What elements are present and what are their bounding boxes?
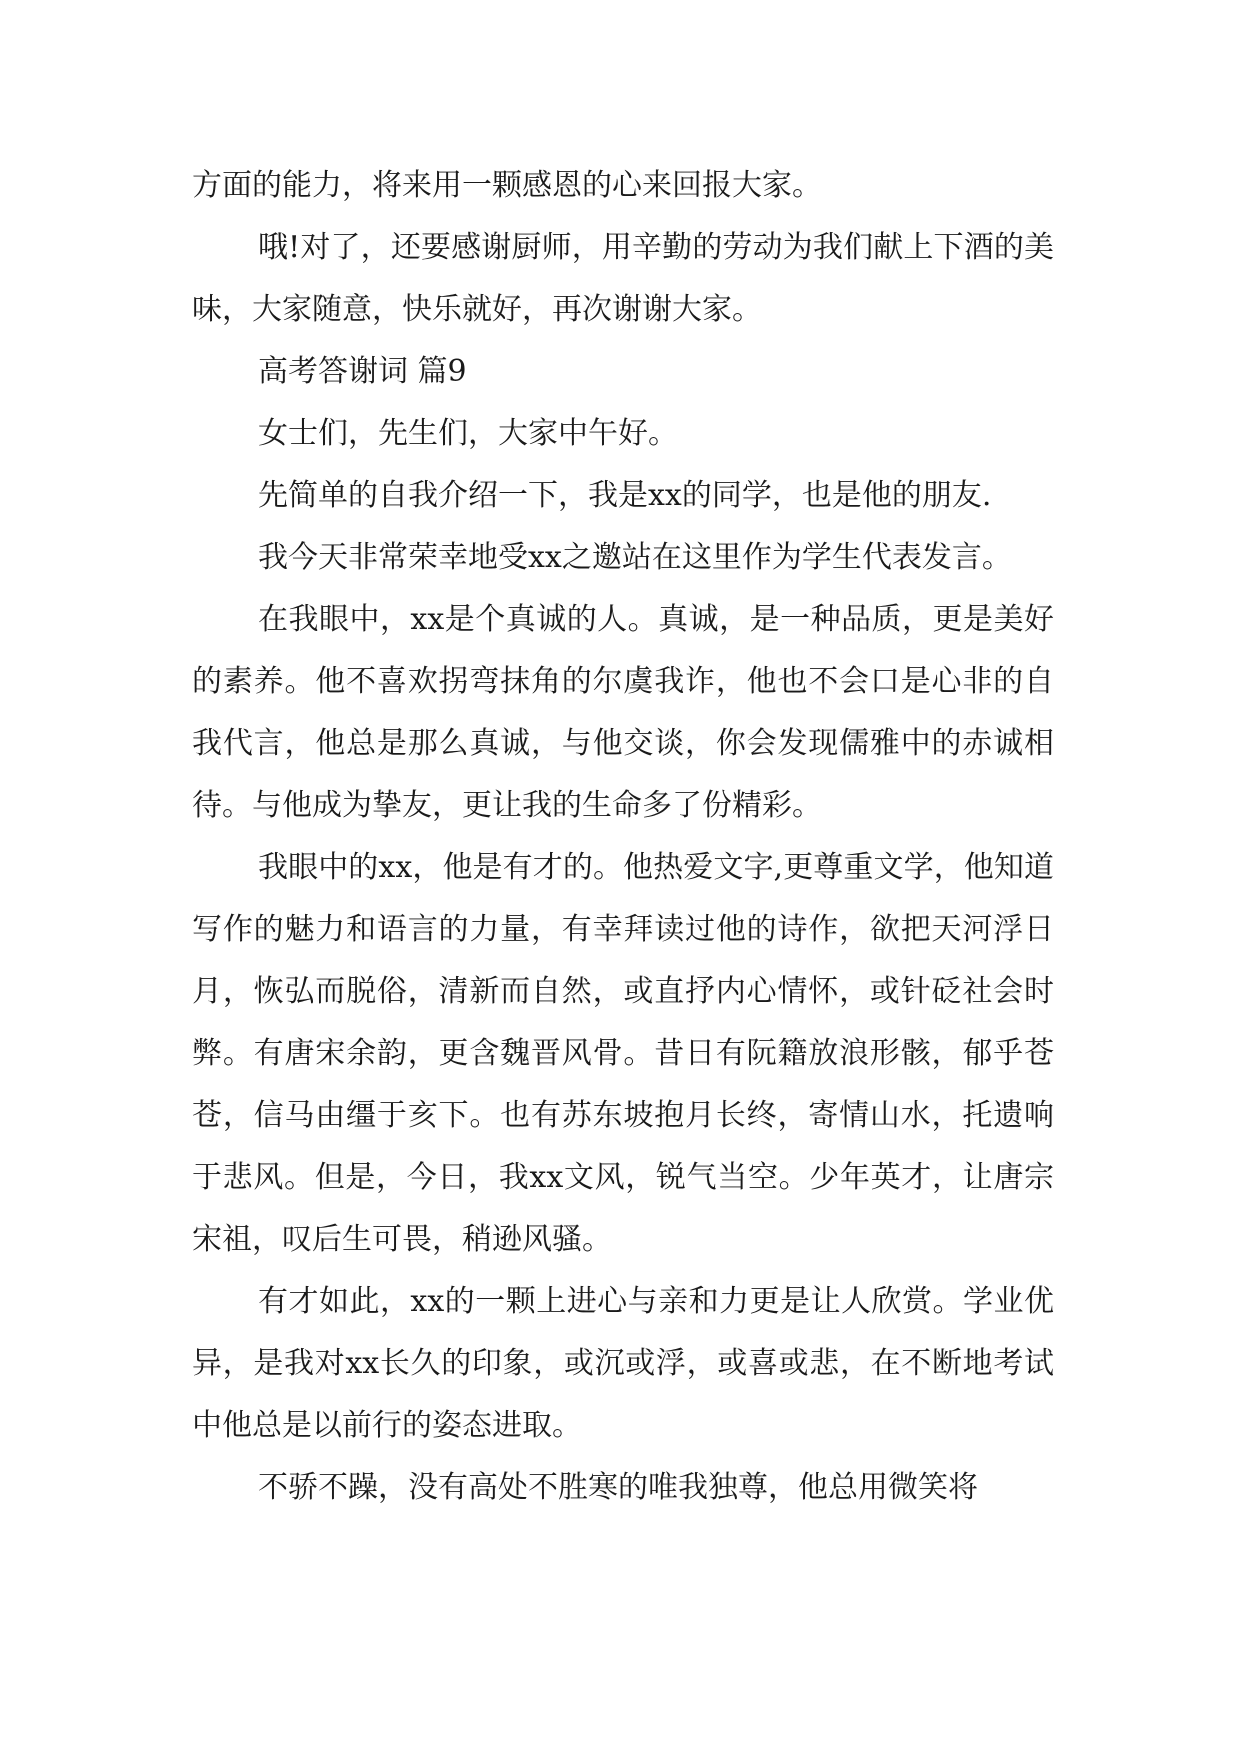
paragraph-sincerity: 在我眼中，xx是个真诚的人。真诚，是一种品质，更是美好的素养。他不喜欢拐弯抹角的尔虞我诈，他也不会口是心非的自我代言，他总是那么真诚，与他交谈，你会发现儒雅中的赤诚相待。与他成为挚友，更让我的生命多了份精彩。 [192, 602, 1054, 823]
document-body [192, 155, 1054, 1519]
paragraph-talent: 我眼中的xx，他是有才的。他热爱文字,更尊重文学，他知道写作的魅力和语言的力量，有幸拜读过他的诗作，欲把天河浮日月，恢弘而脱俗，清新而自然，或直抒内心情怀，或针砭社会时弊。有唐宋余韵，更含魏晋风骨。昔日有阮籍放浪形骸，郁乎苍苍，信马由缰于亥下。也有苏东坡抱月长终，寄情山水，托遗响于悲风。但是，今日，我xx文风，锐气当空。少年英才，让唐宗宋祖，叹后生可畏，稍逊风骚。 [192, 850, 1054, 1257]
paragraph-humility: 不骄不躁，没有高处不胜寒的唯我独尊，他总用微笑将 [258, 1470, 978, 1505]
paragraph-greeting: 女士们，先生们，大家中午好。 [258, 416, 678, 451]
paragraph-introduction: 先简单的自我介绍一下，我是xx的同学，也是他的朋友. [258, 478, 992, 513]
section-heading: 高考答谢词 篇9 [258, 354, 467, 389]
paragraph-1: 方面的能力，将来用一颗感恩的心来回报大家。 [192, 168, 822, 203]
paragraph-diligence: 有才如此，xx的一颗上进心与亲和力更是让人欣赏。学业优异，是我对xx长久的印象，或沉或浮，或喜或悲，在不断地考试中他总是以前行的姿态进取。 [192, 1284, 1054, 1443]
paragraph-2: 哦!对了，还要感谢厨师，用辛勤的劳动为我们献上下酒的美味，大家随意，快乐就好，再次谢谢大家。 [192, 230, 1054, 327]
paragraph-honor: 我今天非常荣幸地受xx之邀站在这里作为学生代表发言。 [258, 540, 1012, 575]
